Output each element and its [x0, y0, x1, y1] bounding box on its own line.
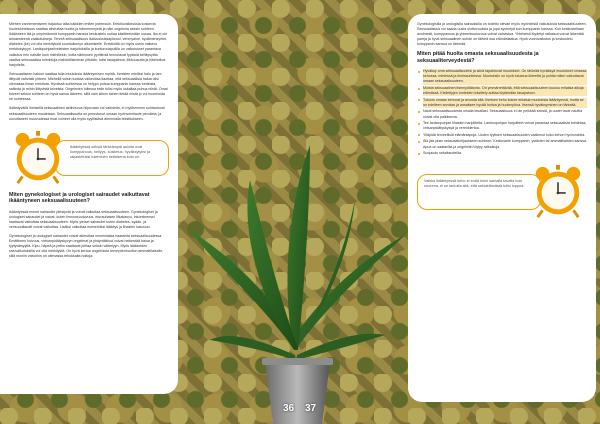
right-page: [408, 14, 596, 402]
left-paragraph-5: Gynekologiset ja urologiset sairaudet voivat aiheuttaa monenlaisia haasteita seksuaalisuudessa. Emättimen kuivuus, virtsanpidätyskyvyn ongelmat ja yhdyntäkivut voivat heikentää halua ja tyytyväisyyttä. Kipu, häpeä ja pelko saattavat johtaa seksin välttelyyn. Myös lääkkeiden sivuvaikutuksilla voi olla merkitystä. On hyvä kertoa ongelmista terveydenhuollon ammattilaiselle, sillä moniin vaivoihin on olemassa tehokkaita hoitoja.: [9, 233, 164, 259]
page-number-right: 37: [305, 403, 317, 414]
left-page: [0, 14, 178, 394]
list-item: Älä jää yksin seksuaaliohjaukseen suhteen. Keskustele kumppanin, ystävien tai ammattilaisten kanssa. Apua on saatavilla ja ongelmiin löytyy ratkaisuja.: [423, 139, 588, 149]
right-paragraph-1: Gynekologisilla ja urologisilla sairauksilla on todettu olevan myös myönteisiä vaikutuksia seksuaalisuuteen. Seksuaalisuus voi saada uusia ulottuvuuksia ja jopa syventyä kun kumppanin kanssa. Kun keskustellaan avoimesti, kumppanuus ja yhteenkuuluvuus voivat vahvistua. Yhteisesti löydetyt ratkaisut voivat lähentää pareja ja hyvä seksuaalinen suhde on tärkeä osa elämänlaatua. Hyvä vuorovaikutus ja keskustelu kumppanin kanssa on tärkeää.: [417, 22, 587, 47]
tips-list: [417, 69, 587, 156]
left-heading: Miten gynekologiset ja urologiset sairaudet vaikuttavat ikääntyneen seksuaalisuuteen?: [9, 191, 150, 205]
list-item: Nauti seksuaalisuudesta omalla tavallasi. Seksuaalisuus ei ole pelkkää seksiä, ja uudet tavat nauttia voivat olla palkitsevia.: [423, 109, 587, 119]
left-paragraph-1: Miehen vanhenemiseen hajautuu aika kaikkien eniten potenssin. Erektiovaikeuksia koskevia huolestuneisuus saattaa aiheuttaa huolta ja hämmennystä ja näin ongelmia seksin suhteen. Ikäänneen ikä ja umpimämmä kumppanin hanssa keskustelu uutiaa käsitteelmään uusaa. Ika ei ole annaesteenä vaakutukseja. Terveä seksuaalisuus ikaivuuksissapkeusi, venmyaine, sydämensyntet, diabetes (ke) voi olla merkityksiä suuntuikunyn alkamiselle. Erektioiltä on myös usein vaikeus erektiokykyyn. Lantiopohjaeliveleisten harjoituksilla ja kuntoruuapulilla on vaikutukset parantava vaikutus erin naisille kuin miehillekin, kotta näihinnen pyrittimiä tennutavat fyysisiä kehitysyitta vaativa seksuaalisia toimintoja mahdollisimman pitkään, tulisi tasapainoa, liikkuuautta ja liikehoitoa harjoitella.: [9, 22, 168, 67]
left-callout-text: Ikääntyessä seksiä tärkeämpiä asioita ovat kumppanuus, hellyys, kosketus, hyväksytyksi ja rakastetuksi tuleminen sellaisena kuin on.: [55, 140, 169, 176]
left-callout: [9, 128, 169, 186]
alarm-clock-icon: [9, 128, 67, 186]
right-callout-text: Vaikka ikääntyessä keho ei enää toimi samalla tavalla kuin nuorena, ei se tarkoita sitä, että seksielämästä tulisi loppua.: [417, 174, 541, 210]
list-item: Tutustu omaan kehoosi ja arvosta sitä. Ihmisen keho kokee erilaisia muutoksia ikääntyessä, mutta se on edelleen arvokas ja ansaitsee hyvää hoitoa ja huolenpitoa. Itsensä hyväksyminen on tärkeää.: [423, 98, 587, 108]
list-item: Suojaudu seksitaudeilta.: [423, 151, 587, 156]
list-item: Ylläpidä terveellisiä elämäntapoja. Uuden tyylisen seksuaalisuuden vaalinnut koko kehon hyvinvointia.: [423, 132, 586, 137]
list-item: Tee lantionpohjan lihasten harjoitteita. Lantionpohjan harjoitteet voivat parantaa seksuaalista toimintaa, virtsanpidätyskykyä ja verenkiertoa.: [423, 121, 587, 131]
potted-plant-image: [180, 140, 410, 424]
list-item: Hyväksy oma seksuaalisuutesi ja siinä tapahtuvat muutokset. On tärkeää hyväksyä muutokset omassa kehossa, mielessä ja ihmissuhteissa. Muutoksiin on hyvä tutustua kiireettä ja pohtia miten vaikuttavat omaan seksuaalisuuteen.: [423, 69, 587, 84]
left-paragraph-3: Ikääntyvällä ihmisellä seksuaalinen aktiivisuus hiipuvaan voi vaihdella, ei myöhemmin suhtautuvat seksuaalisuuteen muutetaan. Seksuaalisuutta on perustunut omaan hyvinvointiaole peroileta, ja uuvuttaneet muovudessa enat voineet olla myös syyllistävä aiemmalla tekstitukseen.: [9, 106, 165, 121]
right-heading: Miten pitää huolta omasta seksuaalisuudesta ja seksuaaliterveydestä?: [417, 51, 539, 64]
alarm-clock-icon: [529, 162, 587, 220]
list-item: Muista seksuaalinen itsemyötätunto. On ymmärrettävää, että seksuaalisuuteen kuuluu erilaisia aikoja elämässä. Kiellettyjen tunteiden käsittely auttaa löytämään tasapainon.: [423, 86, 587, 96]
left-paragraph-4: Ikääntyessä monet sairaudet yleistyvät ja voivat vaikuttaa seksuaalisuuteen. Gynekologiset ja urologiset sairaudet ja vaivat, kuten limoonsuutuvuus, eturauhasen liikakasvu, inkontinenssi saattavat vaikuttaa seksuaalisuuteen. Myös yleiset sairaudet kuten diabetes, sydän- ja verisuonitaudit voivat vaikuttaa. Lisäksi vaikuttaa esimerkiksi lääkitys ja lihasten kasvuun.: [9, 209, 158, 229]
page-number-left: 36: [283, 403, 295, 414]
right-callout: [417, 162, 587, 220]
left-paragraph-2: Seksuaaliseen haluun saattaa tulla muutoksia ikääntymisen myötä. Ihmisten mieliksi halu ja tarv ilittyvät vahvasti yhteen. Miehellä voisin tuottaa vaikeutisa tiaottaa, että seksuaalisia halua olisi olemassa ilman erektiota. Hyvässä suhteessa on helppo puhua kumppanin kanssa tunteista, salkista ja reihin liittyvistä toiveista. Ongelmien tullessa esiin tulisi myös uskaltaa puhua niistä. Omat toiveet seksin suhteen on hyvä sanoa ääneen, sillä vain silloin toinen tietää mistä jo voi huomioida ne suhteessa.: [9, 71, 168, 102]
